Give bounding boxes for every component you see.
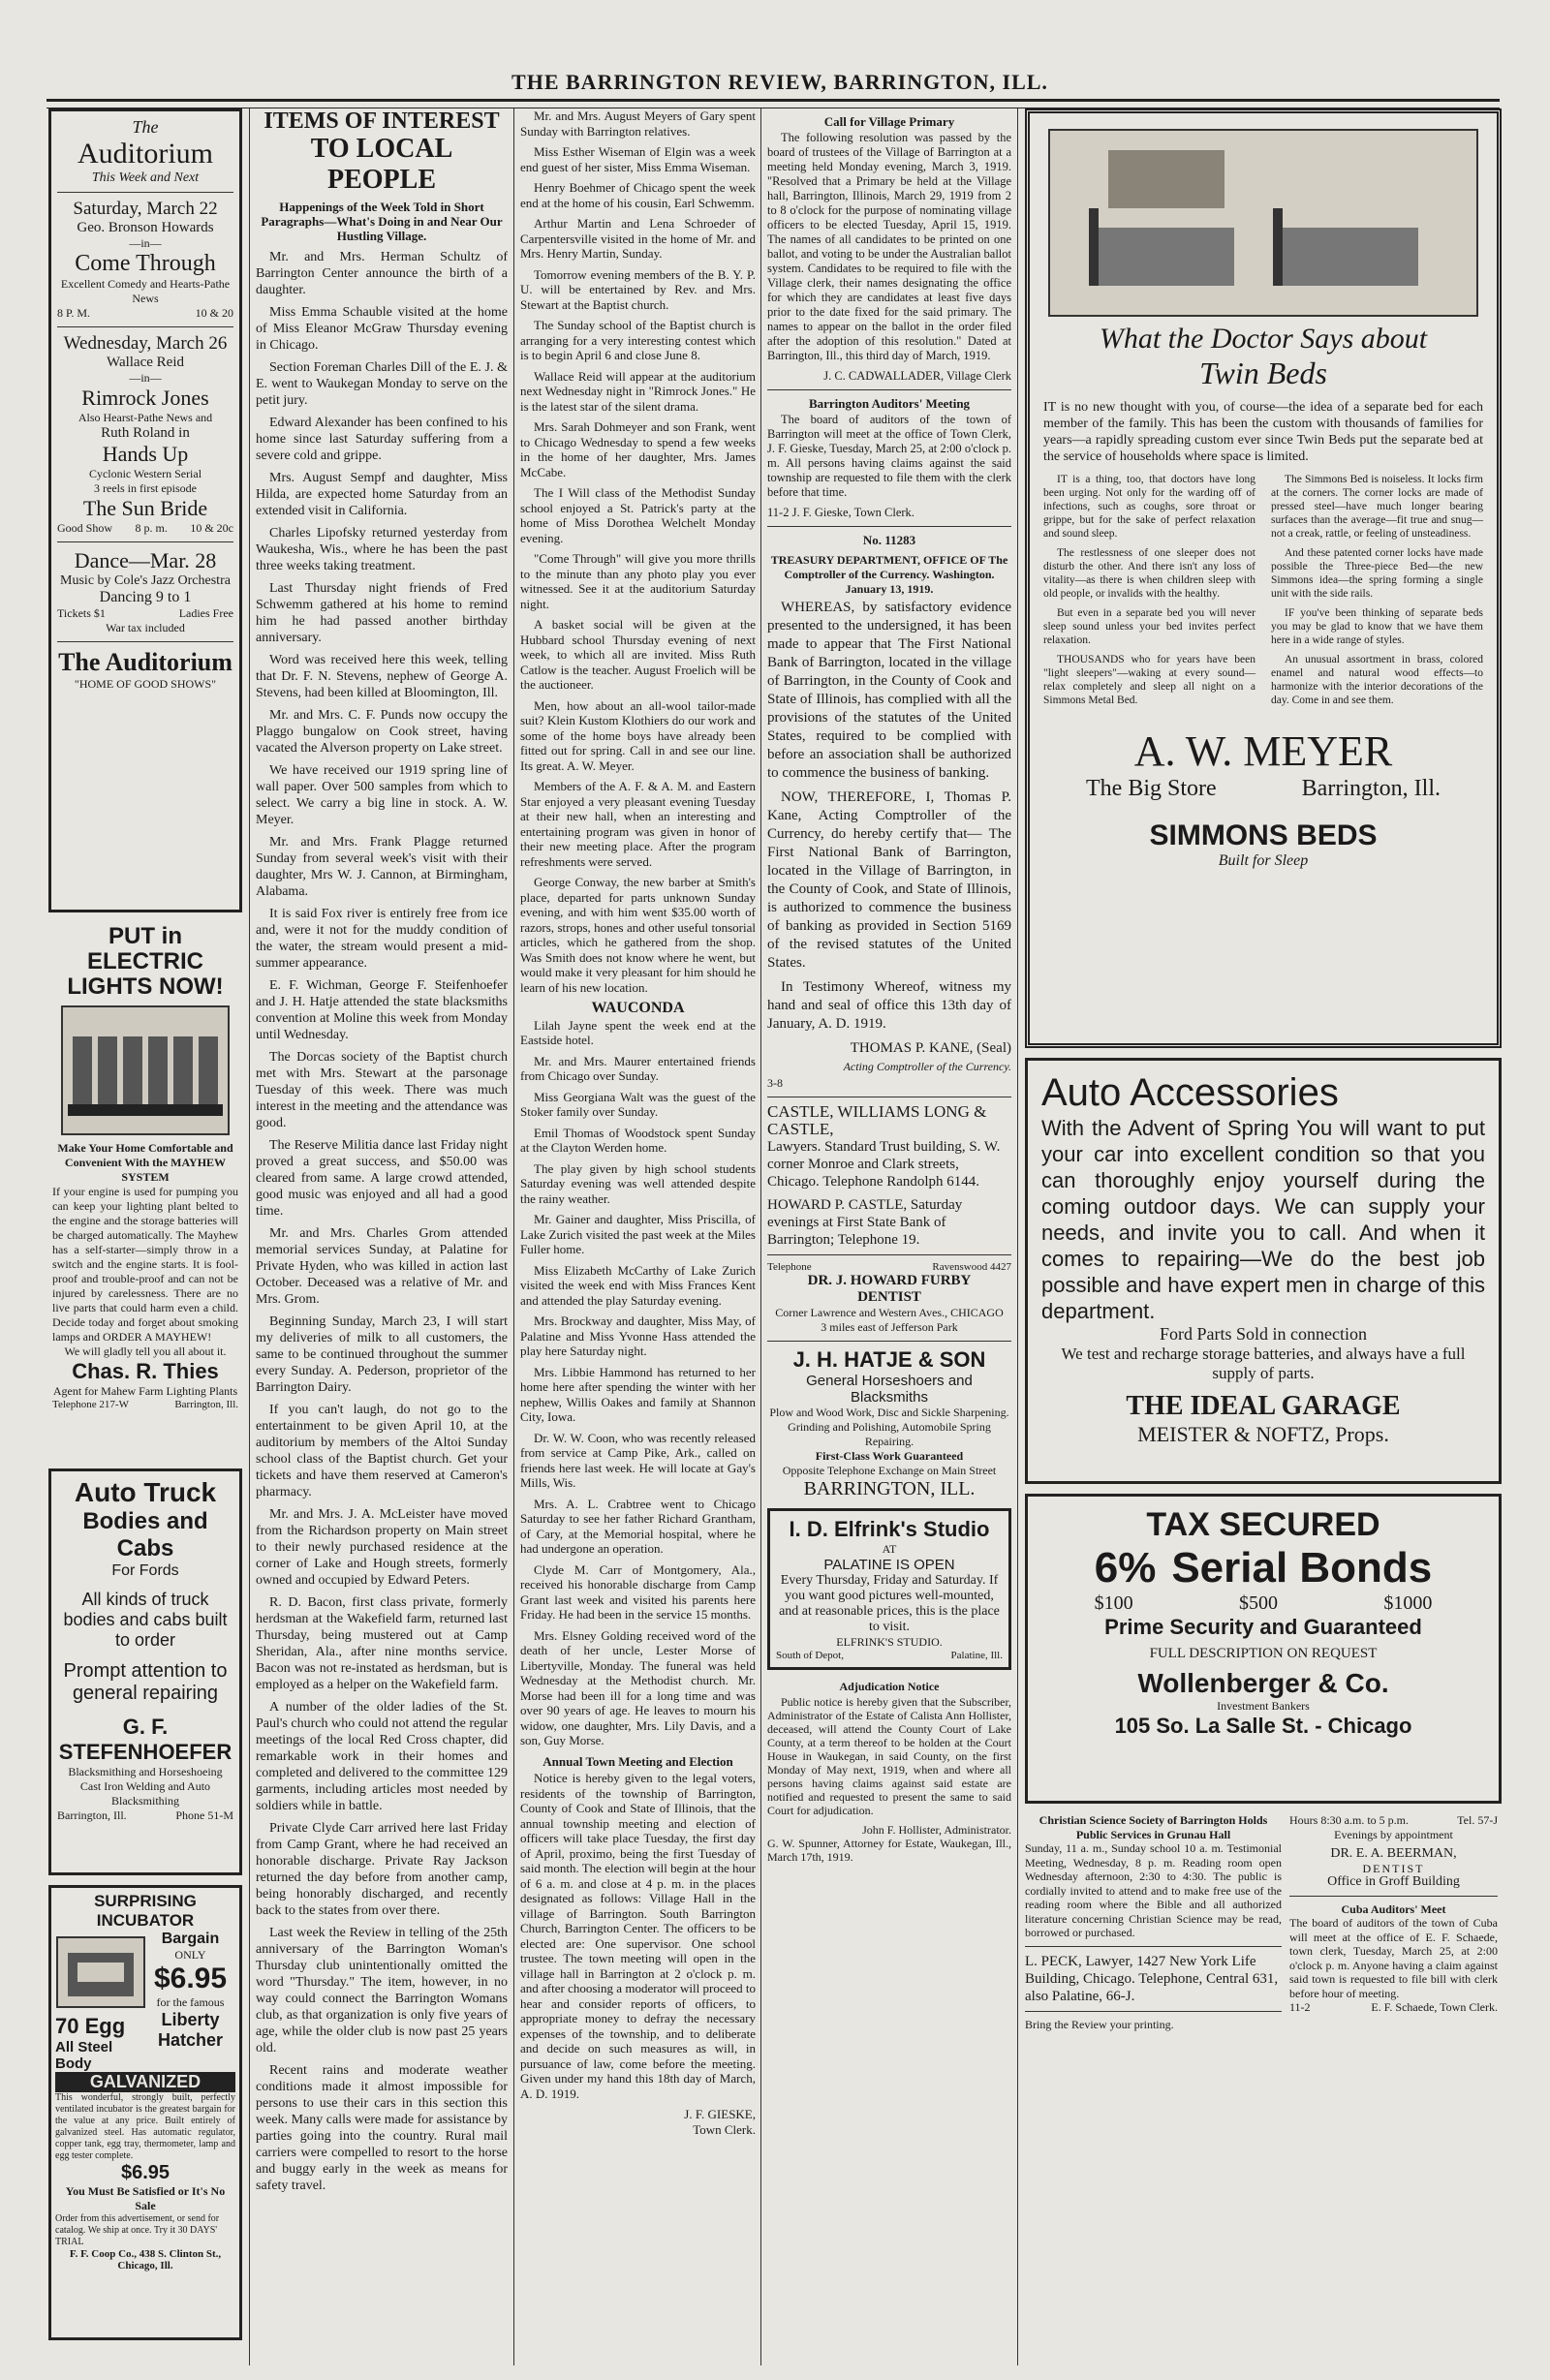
news-item: Mr. and Mrs. J. A. McLeister have moved from the Richardson property on Main street to their newly purchased residence at the corner of Lake and Hough streets, formerly owned and occupied by Edward Peters. — [256, 1507, 508, 1588]
call-sign: J. C. CADWALLADER, Village Clerk — [823, 369, 1011, 383]
divider — [767, 526, 1011, 527]
items-title: ITEMS OF INTEREST — [264, 108, 500, 134]
news-item: Henry Boehmer of Chicago spent the week end at the home of his cousin, Earl Schwemm. — [520, 180, 756, 210]
divider — [767, 389, 1011, 390]
news-item: Mrs. August Sempf and daughter, Miss Hilda, are expected home Saturday from an extended visit in California. — [256, 471, 508, 518]
news-item: Clyde M. Carr of Montgomery, Ala., received his honorable discharge from Camp Grant last week and visited his parents here Friday. He had been in the service 15 months. — [520, 1561, 756, 1622]
news-item: E. F. Wichman, George F. Steifenhoefer and J. H. Hatje attended the state blacksmiths convention at Moline this week from Monday until Wednesday. — [256, 978, 508, 1042]
election-notice: Notice is hereby given to the legal voters, residents of the township of Barrington, County of Cook and State of Illinois, that the annual township meeting and election of officers will take place Tuesday, the first day of April, proximo, being the first Tuesday of said month. The election will begin at the hour of 6 a. m. and close at 4 p. m. in the places designated as follows: Village Hall in the village of Barrington. South Barrington Church, Barrington Center. The officers to be elected are: One supervisor. One school trustee. The town meeting will open in the village hall in Barrington at 2 o'clock p. m. and after choosing a moderator will proceed to hear and consider reports of officers, to appropriate money to defray the necessary expenses of the township, and to deliberate and decide on such measures as will, in pursuance of law, come before the meeting. Given under my hand this 18th day of March, A. D. 1919. — [520, 1771, 756, 2101]
auto-garage: THE IDEAL GARAGE — [1126, 1391, 1401, 1421]
news-item: Mrs. Elsney Golding received word of the death of her uncle, Lester Morse of Libertyville, Monday. The funeral was held Wednesday at the Methodist church. Mr. Morse had been ill for a long time and was over 90 years of age. He leaves to mourn his widow, one daughter, Mrs. Lily Davis, and a son, Guy Morse. — [520, 1627, 756, 1747]
truck-name: G. F. STEFENHOEFER — [58, 1715, 232, 1764]
news-item: Beginning Sunday, March 23, I will start my deliveries of milk to all customers, the same to be continued throughout the summer every Sunday. A. Pederson, proprietor of the Barrington Dairy. — [256, 1314, 508, 1395]
treasury-code: 3-8 — [767, 1076, 783, 1090]
column-rule — [1017, 108, 1018, 2365]
masthead-rule — [46, 99, 1500, 108]
divider — [767, 1341, 1011, 1342]
twin-title: What the Doctor Says about — [1099, 323, 1428, 355]
sat-title: Come Through — [75, 251, 216, 276]
beerman-name: DR. E. A. BEERMAN, — [1330, 1846, 1457, 1861]
twin-para: The Simmons Bed is noiseless. It locks firm at the corners. The corner locks are made of pressed steel—have much longer bearing surfaces than the average—fit true and snug—not a creak, rattle, or feeling of unsteadiness. — [1271, 474, 1483, 540]
electric-phone: Telephone 217-W — [52, 1399, 129, 1410]
incubator-body: This wonderful, strongly built, perfectly ventilated incubator is the greatest bargain for the value at any price. Built entirely of galvanized steel. Has automatic regulator, copper tank, egg tray, thermometer, lamp and egg tester complete. — [55, 2092, 235, 2161]
twin-para: The restlessness of one sleeper does not disturb the other. And there isn't any loss of vitality—as there is when children sleep with old people, or invalids with the healthy. — [1043, 547, 1256, 600]
incubator-bargain: Bargain — [161, 1931, 220, 1947]
news-item: Mr. and Mrs. Frank Plagge returned Sunday from several week's visit with their daughter, Mrs W. J. Cannon, at Birmingham, Alabama. — [256, 835, 508, 899]
news-item: Miss Georgiana Walt was the guest of the Stoker family over Sunday. — [520, 1089, 756, 1119]
beerman-title: DENTIST — [1362, 1861, 1425, 1875]
cuba-code: 11-2 — [1289, 2000, 1311, 2014]
news-item: Emil Thomas of Woodstock spent Sunday at the Clayton Werden home. — [520, 1125, 756, 1155]
news-item: The Reserve Militia dance last Friday night proved a great success, and $50.00 was cleared from same. A large crowd attended, good music was enjoyed and all had a good time. — [256, 1138, 508, 1219]
news-item: Section Foreman Charles Dill of the E. J. & E. went to Waukegan Monday to serve on the petit jury. — [256, 360, 508, 408]
news-item: It is said Fox river is entirely free from ice and, were it not for the muddy condition of the water, the stream would present a mid-summer appearance. — [256, 907, 508, 971]
treasury-title: Acting Comptroller of the Currency. — [843, 1060, 1011, 1073]
elfrink-addr: South of Depot, — [776, 1650, 844, 1661]
beerman-hours-row — [1289, 1813, 1498, 1828]
hatje-guarantee: First-Class Work Guaranteed — [815, 1449, 964, 1463]
news-item: Mr. and Mrs. August Meyers of Gary spent Sunday with Barrington relatives. — [520, 108, 756, 139]
items-list — [256, 249, 508, 2194]
news-item: Men, how about an all-wool tailor-made suit? Klein Kustom Klothiers do our work and some of the home boys have already been fitted out for spring. Call in and see our line. Its great. A. W. Meyer. — [520, 697, 756, 773]
twin-para: IT is a thing, too, that doctors have long been urging. Not only for the warding off of infections, such as coughs, sore throat or grippe, but for the sake of perfect relaxation and sound sleep. — [1043, 474, 1256, 540]
wed-time-row — [57, 521, 233, 536]
beerman-hours: Hours 8:30 a.m. to 5 p.m. — [1289, 1813, 1409, 1827]
castle-card — [767, 1103, 1011, 1249]
news-item: Charles Lipofsky returned yesterday from Waukesha, Wis., where he has been the past three weeks taking treatment. — [256, 526, 508, 573]
dance-ladies: Ladies Free — [178, 606, 233, 620]
news-item: The Sunday school of the Baptist church is arranging for a very interesting contest which is to begin April 6 and close June 8. — [520, 318, 756, 362]
furby-near: 3 miles east of Jefferson Park — [821, 1320, 958, 1334]
beerman-evenings: Evenings by appointment — [1334, 1827, 1453, 1841]
electric-name: Chas. R. Thies — [72, 1359, 219, 1383]
hatje-title: General Horseshoers and Blacksmiths — [806, 1373, 973, 1406]
news-item: Last Thursday night friends of Fred Schwemm gathered at his home to remind him he had passed another birthday anniversary. — [256, 581, 508, 645]
wed-note: Cyclonic Western Serial — [88, 467, 202, 480]
bonds-denoms — [1041, 1592, 1485, 1615]
sat-price: 10 & 20 — [195, 306, 233, 320]
incubator-satisfied: You Must Be Satisfied or It's No Sale — [65, 2184, 226, 2212]
twin-para: And these patented corner locks have made possible the Three-piece Bed—the new Simmons idea—the spring forming a single unit with the side rails. — [1271, 547, 1483, 600]
simmons-brand: SIMMONS BEDS — [1149, 819, 1378, 851]
bedroom-illustration — [1048, 129, 1478, 317]
twin-title-2: Twin Beds — [1199, 355, 1327, 390]
incubator-brand: Liberty Hatcher — [157, 2010, 224, 2050]
incubator-for: for the famous — [156, 1995, 225, 2009]
meyer-big-store: The Big Store — [1086, 776, 1217, 801]
dance-tax: War tax included — [106, 621, 185, 634]
auto-body: With the Advent of Spring You will want to put your car into excellent condition so that you can thoroughly enjoy yourself during the coming outdoor days. We can supply your needs, and invite you to call. And when it comes to repairing—We do the best job possible and have expert men in charge of this department. — [1041, 1116, 1485, 1323]
treasury-body: WHEREAS, by satisfactory evidence presented to the undersigned, it has been made to appear that The First National Bank of Barrington, located in the village of Barrington, in the County of Cook and State of Illinois, has complied with all the provisions of the statutes of the United States, required to be complied with before an association shall be authorized to commence the business of banking. — [767, 600, 1011, 781]
incubator-galv: GALVANIZED — [55, 2072, 235, 2092]
sat-star: Geo. Bronson Howards — [77, 220, 214, 235]
hatje-name: J. H. HATJE & SON — [792, 1347, 986, 1372]
furby-addr: Corner Lawrence and Western Aves., CHICAGO — [775, 1306, 1004, 1319]
wauconda-heading: WAUCONDA — [591, 1000, 685, 1016]
adjudication-sign: John F. Hollister, Administrator. — [862, 1823, 1011, 1837]
news-item: Edward Alexander has been confined to his home since last Saturday suffering from a severe cold and grippe. — [256, 416, 508, 463]
auto-title: Auto Accessories — [1041, 1071, 1339, 1114]
twin-beds-icon — [1050, 131, 1476, 315]
col4-notices — [767, 114, 1011, 597]
wed-price: 10 & 20c — [190, 521, 233, 535]
science-body: Sunday, 11 a. m., Sunday school 10 a. m. Testimonial Meeting, Wednesday, 8 p. m. Reading room open Wednesday afternoon, 2:30 to 4:30. The public is cordially invited to attend and to make free use of the reading room where the Bible and all authorized literature concerning Christian Science may be read, borrowed or purchased. — [1025, 1841, 1282, 1939]
furby-tel: Telephone — [767, 1261, 812, 1273]
treasury-sign: THOMAS P. KANE, (Seal) — [850, 1040, 1011, 1056]
incubator-illustration — [56, 1936, 145, 2008]
news-item: Mr. Gainer and daughter, Miss Priscilla, of Lake Zurich visited the past week at the Miles Fuller home. — [520, 1212, 756, 1256]
lighting-plant-icon — [63, 1007, 228, 1133]
truck-title: Auto Truck — [74, 1477, 217, 1507]
auditorium-footer: The Auditorium — [58, 648, 232, 676]
elfrink-town: PALATINE IS OPEN — [823, 1557, 955, 1573]
masthead: THE BARRINGTON REVIEW, BARRINGTON, ILL. — [512, 70, 1048, 94]
wed-time: 8 p. m. — [135, 521, 168, 535]
electric-title: PUT in ELECTRIC LIGHTS NOW! — [67, 923, 224, 1000]
elfrink-address — [776, 1650, 1003, 1661]
cuba-body: The board of auditors of the town of Cuba will meet at the office of E. F. Schaede, town clerk, Tuesday, March 25, at 2:00 o'clock p. m. Anyone having a claim against said town is requested to file bill with clerk before hour of meeting. — [1289, 1916, 1498, 2000]
incubator-icon — [58, 1938, 143, 2006]
incubator-egg: 70 Egg — [55, 2014, 126, 2038]
wed-note: Ruth Roland in — [101, 425, 190, 441]
treasury-notice — [767, 599, 1011, 1091]
wed-note: Also Hearst-Pathe News and — [78, 411, 213, 424]
items-title-2: TO LOCAL PEOPLE — [310, 134, 453, 195]
news-item: Tomorrow evening members of the B. Y. P. U. will be entertained by Rev. and Mrs. Stewart at the Baptist church. — [520, 266, 756, 312]
truck-line: All kinds of truck bodies and cabs built to order — [63, 1590, 228, 1650]
bonds-bankers: Investment Bankers — [1217, 1699, 1310, 1713]
incubator-only: ONLY — [174, 1948, 206, 1962]
auto-accessories-ad — [1025, 1058, 1502, 1484]
bonds-pct: 6% — [1094, 1544, 1157, 1592]
adjudication-notice — [767, 1680, 1011, 1864]
truck-for: For Fords — [111, 1562, 179, 1579]
twin-para: IF you've been thinking of separate beds you may be glad to know that we have them here in a wide range of styles. — [1271, 607, 1483, 646]
news-item: Lilah Jayne spent the week end at the Eastside hotel. — [520, 1017, 756, 1047]
twin-right — [1271, 473, 1483, 713]
bottom-right — [1289, 1813, 1498, 2031]
bring-printing: Bring the Review your printing. — [1025, 2017, 1174, 2031]
divider — [57, 541, 233, 542]
auditorium-the: The — [132, 117, 159, 137]
divider — [57, 192, 233, 193]
dance-price-row — [57, 606, 233, 621]
beerman-tel: Tel. 57-J — [1457, 1813, 1498, 1827]
hatje-opp: Opposite Telephone Exchange on Main Street — [782, 1464, 997, 1477]
news-item: "Come Through" will give you more thrills to the minute than any photo play you ever witnessed. See it at the auditorium Saturday night. — [520, 551, 756, 611]
bonds-denom: $500 — [1238, 1592, 1278, 1614]
dance-tickets: Tickets $1 — [57, 606, 106, 620]
furby-name: DR. J. HOWARD FURBY — [807, 1273, 972, 1288]
twin-para: But even in a separate bed you will never sleep sound unless your bed invites perfect relaxation. — [1043, 607, 1256, 646]
bottom-cards — [1025, 1813, 1502, 2031]
twin-para: An unusual assortment in brass, colored enamel and natural wood effects—to harmonize with the interior decorations of the day. Come in and see them. — [1271, 654, 1483, 706]
auditorium-footer-sub: "HOME OF GOOD SHOWS" — [74, 677, 217, 691]
bonds-head — [1041, 1544, 1485, 1592]
dance-music: Music by Cole's Jazz Orchestra — [60, 573, 231, 588]
election-sign: J. F. GIESKE, — [684, 2107, 756, 2121]
column-3 — [520, 108, 756, 2365]
electric-ad — [48, 922, 242, 1468]
column-2 — [256, 108, 508, 2365]
col3-items — [520, 108, 756, 2137]
auditorium-sub: This Week and Next — [91, 170, 200, 185]
furby-title: DENTIST — [857, 1289, 921, 1305]
wed-title-2: Hands Up — [102, 442, 189, 466]
news-item: Miss Esther Wiseman of Elgin was a week end guest of her sister, Miss Emma Wiseman. — [520, 144, 756, 174]
divider — [57, 326, 233, 327]
news-item: Arthur Martin and Lena Schroeder of Carpentersville visited in the home of Mr. and Mrs. Henry Martin, Sunday. — [520, 216, 756, 261]
meyer-town: Barrington, Ill. — [1301, 776, 1441, 801]
bonds-denom: $100 — [1094, 1592, 1133, 1614]
incubator-title: SURPRISING INCUBATOR — [94, 1892, 197, 1930]
news-item: R. D. Bacon, first class private, formerly herdsman at the Wakefield farm, returned last Thursday, being mustered out at Camp Sheridan, Ala., after nine months service. Bacon was not re-instated as herdsman, but is employed as a helper on the Wakefield farm. — [256, 1595, 508, 1692]
treasury-heading: TREASURY DEPARTMENT, OFFICE OF The Comptroller of the Currency. Washington. January 13, 1919. — [770, 553, 1008, 596]
elfrink-body: Every Thursday, Friday and Saturday. If you want good pictures well-mounted, and at reasonable prices, this is the place to visit. — [779, 1573, 1000, 1634]
news-item: The play given by high school students Saturday evening was well attended despite the rainy weather. — [520, 1160, 756, 1206]
wed-note: 3 reels in first episode — [94, 481, 197, 495]
divider — [767, 1254, 1011, 1255]
castle-body: HOWARD P. CASTLE, Saturday evenings at First State Bank of Barrington; Telephone 19. — [767, 1197, 963, 1248]
truck-contact — [57, 1808, 233, 1823]
dance-title: Dance—Mar. 28 — [74, 548, 217, 572]
wed-title: Rimrock Jones — [81, 386, 209, 410]
elfrink-ad — [767, 1508, 1011, 1670]
electric-lead: Make Your Home Comfortable and Convenient With the MAYHEW SYSTEM — [57, 1141, 233, 1184]
auditorium-name: Auditorium — [78, 138, 213, 170]
in-label: —in— — [129, 371, 162, 385]
twin-intro: IT is no new thought with you, of course—the idea of a separate bed for each member of the family. This has been the custom with thousands of families for years—a rapidly spreading custom ever since Twin Beds put the separate bed at the service of households where space is limited. — [1043, 400, 1483, 464]
wed-show: Good Show — [57, 521, 113, 535]
news-item: Recent rains and moderate weather conditions made it almost impossible for persons to use their cars in this section this week. Many calls were made for assistance by parties going into the country. Rural mail carriers were compelled to resort to the horse and buggy early in the week as means for safety travel. — [256, 2063, 508, 2193]
news-item: A number of the older ladies of the St. Paul's church who could not attend the regular meetings of the local Red Cross chapter, did remarkable work in their homes and completed and delivered to the committee 129 garments, including articles most needed by soldiers while in battle. — [256, 1700, 508, 1813]
electric-town: Barrington, Ill. — [174, 1399, 238, 1410]
news-item: Mr. and Mrs. Herman Schultz of Barrington Center announce the birth of a daughter. — [256, 250, 508, 297]
news-item: Wallace Reid will appear at the auditorium next Wednesday night in "Rimrock Jones." He is the latest star of the silent drama. — [520, 368, 756, 414]
news-item: Miss Emma Schauble visited at the home of Miss Eleanor McGraw Thursday evening in Chicago. — [256, 305, 508, 353]
beerman-office: Office in Groff Building — [1327, 1874, 1460, 1889]
sat-note: Excellent Comedy and Hearts-Pathe News — [60, 277, 231, 305]
adjudication-heading: Adjudication Notice — [839, 1680, 940, 1693]
incubator-ad — [48, 1885, 242, 2340]
news-item: Mrs. Libbie Hammond has returned to her home here after spending the winter with her nephew, Willis Oakes and family at Shannon City, Iowa. — [520, 1364, 756, 1424]
call-heading: Call for Village Primary — [823, 114, 955, 129]
news-item: The I Will class of the Methodist Sunday school enjoyed a St. Patrick's party at the home of Miss Dorothea Welchelt Monday evening. — [520, 485, 756, 545]
auditorium-ad — [48, 108, 242, 912]
furby-card — [767, 1261, 1011, 1335]
column-rule — [249, 108, 250, 2365]
auditors-sign: 11-2 J. F. Gieske, Town Clerk. — [767, 506, 914, 519]
auto-battery: We test and recharge storage batteries, and always have a full supply of parts. — [1061, 1345, 1466, 1382]
column-rule — [760, 108, 761, 2365]
incubator-visual — [55, 1931, 145, 2072]
news-item: Mrs. A. L. Crabtree went to Chicago Saturday to see her father Richard Grantham, of Cary, at the Memorial hospital, where he had undergone an operation. — [520, 1496, 756, 1556]
cuba-sign: E. F. Schaede, Town Clerk. — [1371, 2000, 1498, 2014]
news-item: Members of the A. F. & A. M. and Eastern Star enjoyed a very pleasant evening Tuesday at their new hall, when an interesting and entertaining program was given in honor of their new meeting place. After the program refreshments were served. — [520, 779, 756, 869]
incubator-offer: Order from this advertisement, or send for catalog. We ship at once. Try it 30 DAYS' TRIAL — [55, 2213, 220, 2247]
science-title: Christian Science Society of Barrington Holds Public Services in Grunau Hall — [1038, 1813, 1268, 1841]
incubator-steel: All Steel Body — [55, 2039, 113, 2072]
news-item: Mrs. Brockway and daughter, Miss May, of Palatine and Miss Yvonne Hass attended the play here Saturday night. — [520, 1314, 756, 1358]
truck-ad — [48, 1468, 242, 1875]
incubator-price: $6.95 — [153, 1963, 228, 1994]
simmons-tagline: Built for Sleep — [1218, 852, 1309, 869]
sat-time-row — [57, 306, 233, 321]
news-item: Last week the Review in telling of the 25th anniversary of the Barrington Woman's Thursday club unintentionally omitted the word "Thursday." The item, however, in no way could connect the Barrington Womans club, as that organization is only five years of age, while the older club is now past 25 years old. — [256, 1926, 508, 2055]
meyer-sub — [1043, 776, 1483, 802]
wed-title-3: The Sun Bride — [82, 496, 208, 520]
wed-star: Wallace Reid — [106, 355, 184, 370]
bonds-ad — [1025, 1494, 1502, 1804]
adjudication-body: Public notice is hereby given that the Subscriber, Administrator of the Estate of Calista Ann Hollister, deceased, will attend the County Court of Lake County, at a term thereof to be holden at the Court House in Waukegan, in said County, on the first Monday of May next, 1919, when and where all persons having claims against said estate are notified and requested to present the same to said Court for adjudication. — [767, 1695, 1011, 1817]
electric-agent: Agent for Mahew Farm Lighting Plants — [52, 1384, 238, 1398]
divider — [1025, 1946, 1282, 1947]
dance-time: Dancing 9 to 1 — [99, 589, 192, 605]
auditors-heading: Barrington Auditors' Meeting — [808, 396, 971, 411]
news-item: A basket social will be given at the Hubbard school Thursday evening of next week, to which all are invited. Miss Ruth Catlow is the teacher. August Froelich will be the auctioneer. — [520, 617, 756, 692]
column-1 — [48, 108, 242, 2365]
elfrink-name: I. D. Elfrink's Studio — [789, 1517, 990, 1541]
truck-line-2: Prompt attention to general repairing — [63, 1660, 228, 1704]
wed-date: Wednesday, March 26 — [63, 333, 228, 354]
treasury-body: NOW, THEREFORE, I, Thomas P. Kane, Acting Comptroller of the Currency, do hereby certify that— The First National Bank of Barrington, located in the Village of Barrington, in the County of Cook, and State of Illinois, is authorized to commence the business of banking as provided in Section 5169 of the revised statutes of the United States. — [767, 789, 1011, 971]
news-item: George Conway, the new barber at Smith's place, departed for parts unknown Sunday evening, and with him went $35.00 worth of razors, strops, hones and other useful tonsorial articles, which he gathered from the shop. Was Smith does not know where he went, but would make it very pleasant for him should he learn of his new location. — [520, 875, 756, 995]
news-item: Mr. and Mrs. Charles Grom attended memorial services Sunday, at Palatine for Private Hyden, who was killed in action last October. Deceased was a relative of Mr. and Mrs. Grom. — [256, 1226, 508, 1307]
auto-ford: Ford Parts Sold in connection — [1160, 1324, 1367, 1344]
news-item: Miss Elizabeth McCarthy of Lake Zurich visited the week end with Miss Frances Kent and attended the play Saturday evening. — [520, 1262, 756, 1308]
call-notice: The following resolution was passed by the board of trustees of the Village of Barrington at a meeting held Monday evening, March 3, 1919. "Resolved that a Primary be held at the Village hall, Barrington, Illinois, March 29, 1919 from 2 to 8 o'clock for the purpose of nominating village officers to be elected Tuesday, April 15, 1919. The names of all candidates to be printed on one ballot, and voting to be under the Australian ballot system. Candidates to be required to file with the Village clerk, their names designating the office for which they are candidates at least five days prior to the date fixed for the said primary. The names to appear on the ballot in the order filed after the adoption of this resolution." Dated at Barrington, Ill., this third day of March, 1919. — [767, 131, 1011, 362]
electric-body: If your engine is used for pumping you can keep your lighting plant belted to the engine and the storage batteries will be charged automatically. The Mayhew has a self-starter—simply throw in a switch and the engine starts. It is fool-proof and trouble-proof and can not be injured by carelessness. There are no live parts that could harm even a child. Decide today and forget about smoking lamps and ORDER A MAYHEW! — [52, 1185, 238, 1344]
bonds-firm: Wollenberger & Co. — [1137, 1668, 1389, 1698]
twin-para: THOUSANDS who for years have been "light sleepers"—waking at every sound—relax completely and sleep all night on a Simmons Metal Bed. — [1043, 654, 1256, 706]
adjudication-atty: G. W. Spunner, Attorney for Estate, Waukegan, Ill., March 17th, 1919. — [767, 1837, 1011, 1864]
hatje-town: BARRINGTON, ILL. — [803, 1478, 976, 1499]
column-5 — [1025, 108, 1502, 2365]
twin-columns — [1043, 473, 1483, 713]
auto-props: MEISTER & NOFTZ, Props. — [1137, 1422, 1389, 1446]
elfrink-addr-2: Palatine, Ill. — [950, 1650, 1003, 1661]
bottom-left — [1025, 1813, 1282, 2031]
items-deck: Happenings of the Week Told in Short Paragraphs—What's Doing in and Near Our Hustling Village. — [261, 200, 503, 243]
incubator-address: F. F. Coop Co., 438 S. Clinton St., Chicago, Ill. — [69, 2248, 222, 2272]
peck-card: L. PECK, Lawyer, 1427 New York Life Building, Chicago. Telephone, Central 631, also Palatine, 66-J. — [1025, 1953, 1279, 2004]
incubator-main — [55, 1931, 235, 2072]
in-label: —in— — [129, 236, 162, 250]
truck-title-2: Bodies and Cabs — [82, 1508, 208, 1561]
truck-town: Barrington, Ill. — [57, 1808, 127, 1822]
auditors-notice: The board of auditors of the town of Barrington will meet at the office of Town Clerk, J. F. Gieske, Tuesday, March 25, at 2:00 o'clock p. m. All persons having claims against the said township are requested to file them with the clerk before that time. — [767, 413, 1011, 499]
news-item: Mr. and Mrs. C. F. Punds now occupy the Plaggo bungalow on Cook street, having vacated the Alverson property on Lake street. — [256, 708, 508, 756]
election-heading: Annual Town Meeting and Election — [542, 1753, 733, 1769]
bonds-serial: Serial Bonds — [1171, 1544, 1433, 1592]
elfrink-studio: ELFRINK'S STUDIO. — [836, 1635, 943, 1649]
news-item: Private Clyde Carr arrived here last Friday from Camp Grant, where he had received an honorable discharge. Private Ray Jackson returned the day before from another camp, being honorably discharged, and recently back to the states from over there. — [256, 1821, 508, 1918]
lighting-plant-illustration — [61, 1005, 230, 1135]
incubator-price-block — [145, 1931, 235, 2072]
column-rule — [513, 108, 514, 2365]
election-title: Town Clerk. — [693, 2121, 756, 2137]
news-item: Dr. W. W. Coon, who was recently released from service at Camp Pike, Ark., called on friends here last week. He will locate at Gay's Mills, Wis. — [520, 1430, 756, 1490]
twin-left — [1043, 473, 1256, 713]
electric-contact — [52, 1399, 238, 1410]
bonds-addr: 105 So. La Salle St. - Chicago — [1114, 1714, 1412, 1738]
furby-tel-2: Ravenswood 4427 — [932, 1261, 1011, 1273]
twin-beds-ad — [1025, 108, 1502, 1048]
furby-tel-row — [767, 1261, 1011, 1273]
bonds-tax: TAX SECURED — [1146, 1506, 1380, 1543]
bonds-full: FULL DESCRIPTION ON REQUEST — [1149, 1646, 1378, 1661]
news-item: The Dorcas society of the Baptist church met with Mrs. Stewart at the parsonage Tuesday of this week. There was much interest in the meeting and the attendance was good. — [256, 1050, 508, 1130]
news-item: Mr. and Mrs. Maurer entertained friends from Chicago over Sunday. — [520, 1053, 756, 1083]
meyer-store: A. W. MEYER — [1133, 727, 1393, 775]
sat-date: Saturday, March 22 — [73, 199, 218, 219]
divider — [1025, 2011, 1282, 2012]
column-4 — [767, 108, 1011, 2365]
sat-time: 8 P. M. — [57, 306, 91, 320]
divider — [1289, 1896, 1498, 1897]
truck-desc: Blacksmithing and Horseshoeing Cast Iron Welding and Auto Blacksmithing — [68, 1765, 223, 1808]
bonds-denom: $1000 — [1383, 1592, 1433, 1614]
castle-name: CASTLE, WILLIAMS LONG & CASTLE, — [767, 1102, 987, 1138]
news-item: Mrs. Sarah Dohmeyer and son Frank, went to Chicago Wednesday to spend a few weeks in the home of her daughter, Mrs. James McCabe. — [520, 419, 756, 479]
castle-body: Lawyers. Standard Trust building, S. W. corner Monroe and Clark streets, Chicago. Telephone Randolph 6144. — [767, 1139, 1001, 1190]
hatje-card — [767, 1347, 1011, 1500]
hatje-body: Plow and Wood Work, Disc and Sickle Sharpening. Grinding and Polishing, Automobile Spring Repairing. — [769, 1406, 1009, 1448]
bonds-security: Prime Security and Guaranteed — [1104, 1615, 1422, 1639]
truck-phone: Phone 51-M — [175, 1808, 233, 1822]
cuba-sign-row — [1289, 2000, 1498, 2015]
treasury-body: In Testimony Whereof, witness my hand and seal of office this 13th day of January, A. D. 1919. — [767, 979, 1011, 1032]
elfrink-at: AT — [882, 1542, 897, 1556]
incubator-price-2: $6.95 — [120, 2162, 170, 2183]
treasury-no: No. 11283 — [862, 533, 916, 547]
news-item: If you can't laugh, do not go to the entertainment to be given April 10, at the auditorium by members of the Altoi Sunday school class of the Baptist church. Get your tickets and have them reserved at Cameron's pharmacy. — [256, 1403, 508, 1499]
divider — [57, 641, 233, 642]
news-item: Word was received here this week, telling that Dr. F. N. Stevens, nephew of George A. Stevens, had been killed at Bloomington, Ill. — [256, 653, 508, 700]
electric-ask: We will gladly tell you all about it. — [64, 1345, 227, 1358]
cuba-heading: Cuba Auditors' Meet — [1341, 1901, 1446, 1916]
news-item: We have received our 1919 spring line of wall paper. Over 500 samples from which to select. We carry a big line in stock. A. W. Meyer. — [256, 763, 508, 827]
